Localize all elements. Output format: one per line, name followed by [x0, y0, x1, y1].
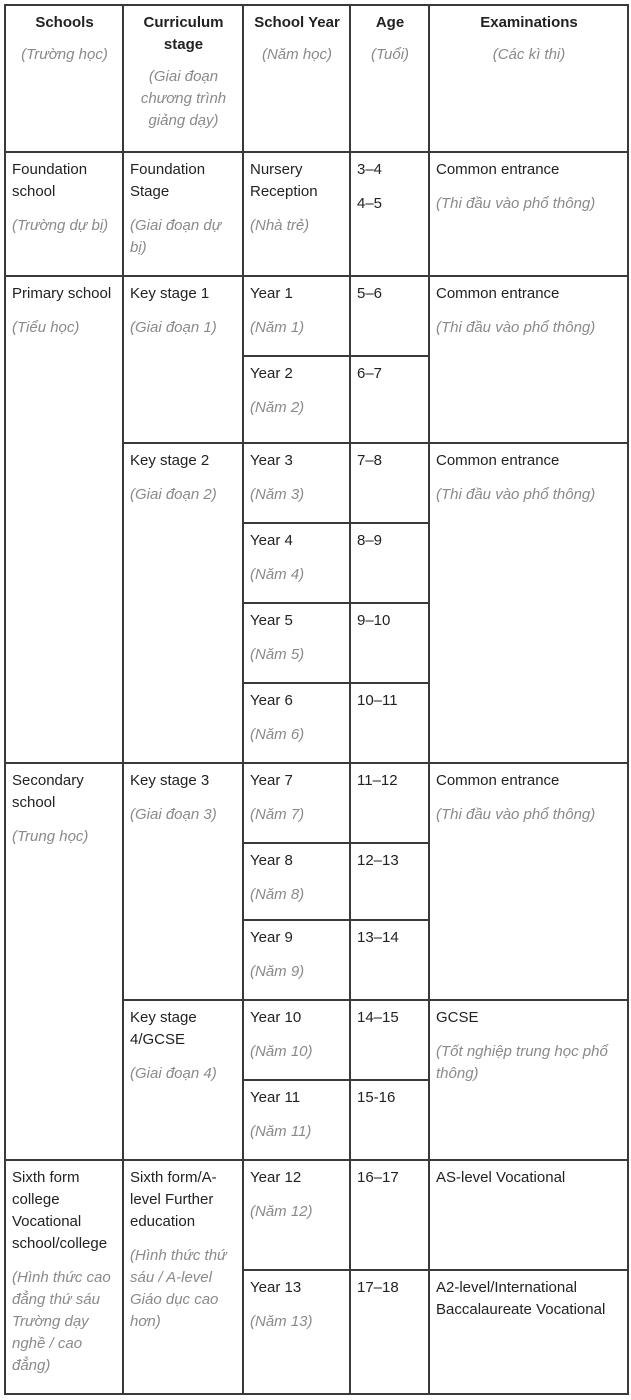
school-cell: Primary school (Tiểu học)	[5, 276, 123, 763]
stage-cell: Key stage 3 (Giai đoạn 3)	[123, 763, 243, 1000]
header-label: Schools	[35, 14, 94, 31]
age-cell: 9–10	[350, 603, 429, 683]
age-cell: 8–9	[350, 523, 429, 603]
year-cell: Year 1 (Năm 1)	[243, 276, 350, 356]
header-examinations	[429, 5, 628, 152]
year-cell: Year 7 (Năm 7)	[243, 763, 350, 843]
age-cell: 3–4 4–5	[350, 152, 429, 276]
age-cell: 17–18	[350, 1270, 429, 1394]
age-cell: 6–7	[350, 356, 429, 443]
exam-cell: AS-level Vocational	[429, 1160, 628, 1270]
table-row	[5, 1160, 628, 1270]
header-translation: (Năm học)	[261, 46, 332, 63]
exam-cell: Common entrance (Thi đầu vào phổ thông)	[429, 276, 628, 443]
school-cell: Foundation school (Trường dự bị)	[5, 152, 123, 276]
age-cell: 14–15	[350, 1000, 429, 1080]
header-schools	[5, 5, 123, 152]
header-translation: (Giai đoạn chương trình giảng dạy)	[140, 68, 227, 129]
year-cell: Year 11 (Năm 11)	[243, 1080, 350, 1160]
age-cell: 7–8	[350, 443, 429, 523]
year-cell: Year 5 (Năm 5)	[243, 603, 350, 683]
header-school-year	[243, 5, 350, 152]
age-cell: 15-16	[350, 1080, 429, 1160]
education-stages-table	[4, 4, 629, 1395]
header-label: Examinations	[480, 14, 578, 31]
year-cell: Year 4 (Năm 4)	[243, 523, 350, 603]
school-cell: Secondary school (Trung học)	[5, 763, 123, 1160]
table-row	[5, 152, 628, 276]
stage-cell: Key stage 4/GCSE (Giai đoạn 4)	[123, 1000, 243, 1160]
stage-cell: Sixth form/A-level Further education (Hình thức thứ sáu / A-level Giáo dục cao hơn)	[123, 1160, 243, 1394]
year-cell: Year 8 (Năm 8)	[243, 843, 350, 920]
exam-cell: A2-level/International Baccalaureate Vocational	[429, 1270, 628, 1394]
age-cell: 11–12	[350, 763, 429, 843]
header-label: School Year	[254, 14, 340, 31]
year-cell: Year 9 (Năm 9)	[243, 920, 350, 1000]
header-translation: (Trường học)	[21, 46, 108, 63]
age-cell: 13–14	[350, 920, 429, 1000]
age-cell: 5–6	[350, 276, 429, 356]
exam-cell: GCSE (Tốt nghiệp trung học phổ thông)	[429, 1000, 628, 1160]
age-cell: 10–11	[350, 683, 429, 763]
header-translation: (Tuổi)	[370, 46, 410, 63]
header-row	[5, 5, 628, 152]
year-cell: Year 3 (Năm 3)	[243, 443, 350, 523]
year-cell: Year 2 (Năm 2)	[243, 356, 350, 443]
header-age	[350, 5, 429, 152]
table-row	[5, 276, 628, 356]
stage-cell: Key stage 1 (Giai đoạn 1)	[123, 276, 243, 443]
exam-cell: Common entrance (Thi đầu vào phổ thông)	[429, 443, 628, 763]
header-label: Age	[375, 14, 405, 31]
year-cell: Year 13 (Năm 13)	[243, 1270, 350, 1394]
table-row	[5, 763, 628, 843]
year-cell: Year 10 (Năm 10)	[243, 1000, 350, 1080]
age-cell: 12–13	[350, 843, 429, 920]
school-cell: Sixth form college Vocational school/college (Hình thức cao đẳng thứ sáu Trường dạy nghề / cao đẳng)	[5, 1160, 123, 1394]
exam-cell: Common entrance (Thi đầu vào phổ thông)	[429, 152, 628, 276]
age-cell: 16–17	[350, 1160, 429, 1270]
exam-cell: Common entrance (Thi đầu vào phổ thông)	[429, 763, 628, 1000]
year-cell: Year 12 (Năm 12)	[243, 1160, 350, 1270]
header-label: Curriculum stage	[143, 14, 224, 53]
header-curriculum-stage	[123, 5, 243, 152]
year-cell: Nursery Reception (Nhà trẻ)	[243, 152, 350, 276]
stage-cell: Foundation Stage (Giai đoạn dự bị)	[123, 152, 243, 276]
stage-cell: Key stage 2 (Giai đoạn 2)	[123, 443, 243, 763]
header-translation: (Các kì thi)	[492, 46, 566, 63]
year-cell: Year 6 (Năm 6)	[243, 683, 350, 763]
